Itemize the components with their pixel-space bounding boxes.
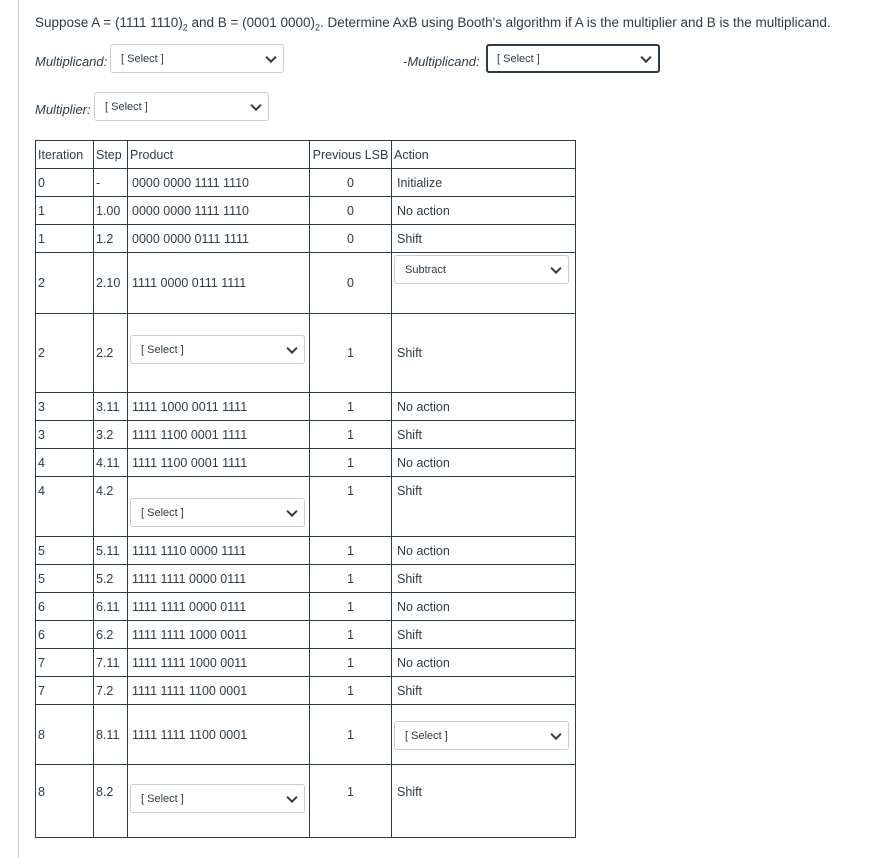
neg-multiplicand-label: -Multiplicand: (403, 54, 480, 69)
lsb-cell: 1 (310, 537, 392, 565)
iteration-cell: 7 (36, 677, 94, 705)
action-cell: No action (392, 537, 576, 565)
step-cell: 1.2 (94, 225, 128, 253)
action-cell: Shift (392, 314, 576, 393)
iteration-cell: 8 (36, 765, 94, 838)
action-cell: No action (392, 393, 576, 421)
action-cell: No action (392, 593, 576, 621)
action-cell: Shift (392, 421, 576, 449)
iteration-cell: 3 (36, 421, 94, 449)
lsb-cell: 1 (310, 565, 392, 593)
product-cell (128, 314, 310, 393)
step-cell: 7.11 (94, 649, 128, 677)
iteration-cell: 4 (36, 477, 94, 537)
product-cell: 1111 1000 0011 1111 (128, 393, 310, 421)
action-cell: Shift (392, 765, 576, 838)
product-cell: 0000 0000 0111 1111 (128, 225, 310, 253)
action-select-value: [ Select ] (405, 729, 448, 742)
action-select-value: Subtract (405, 263, 446, 276)
table-row (36, 477, 576, 537)
product-cell: 1111 1111 0000 0111 (128, 593, 310, 621)
step-cell: 6.2 (94, 621, 128, 649)
lsb-cell: 1 (310, 765, 392, 838)
table-row (36, 314, 576, 393)
lsb-cell: 0 (310, 253, 392, 314)
multiplicand-label: Multiplicand: (35, 54, 108, 69)
product-select-value: [ Select ] (141, 506, 184, 519)
table-row (36, 253, 576, 314)
chevron-down-icon (250, 99, 261, 110)
header-action: Action (392, 141, 576, 169)
product-cell: 0000 0000 1111 1110 (128, 169, 310, 197)
multiplicand-select-value: [ Select ] (121, 52, 164, 65)
table-row (36, 421, 576, 449)
table-row (36, 621, 576, 649)
iteration-cell: 6 (36, 621, 94, 649)
chevron-down-icon (265, 51, 276, 62)
table-row (36, 593, 576, 621)
table-row (36, 197, 576, 225)
lsb-cell: 1 (310, 649, 392, 677)
table-row (36, 169, 576, 197)
multiplicand-select[interactable] (110, 44, 284, 73)
action-cell: Shift (392, 621, 576, 649)
chevron-down-icon (640, 51, 651, 62)
action-cell: Shift (392, 677, 576, 705)
table-row (36, 225, 576, 253)
lsb-cell: 1 (310, 477, 392, 537)
step-cell: 6.11 (94, 593, 128, 621)
booth-table (35, 140, 576, 838)
step-cell: 4.2 (94, 477, 128, 537)
multiplier-label: Multiplier: (35, 102, 91, 117)
iteration-cell: 5 (36, 537, 94, 565)
step-cell: 4.11 (94, 449, 128, 477)
iteration-cell: 6 (36, 593, 94, 621)
product-cell: 1111 1111 1100 0001 (128, 705, 310, 765)
action-cell: No action (392, 449, 576, 477)
header-step: Step (94, 141, 128, 169)
iteration-cell: 4 (36, 449, 94, 477)
product-cell: 1111 1111 0000 0111 (128, 565, 310, 593)
header-previous-lsb: Previous LSB (310, 141, 392, 169)
product-cell: 0000 0000 1111 1110 (128, 197, 310, 225)
chevron-down-icon (286, 342, 297, 353)
question-text: Suppose A = (1111 $1110)_2$ and B = (0001 $0000)_2$. Determine AxB using Booth's algorithm if A is the multiplier and B is the multiplicand. (35, 15, 831, 33)
action-cell: Initialize (392, 169, 576, 197)
action-cell: No action (392, 197, 576, 225)
chevron-down-icon (286, 791, 297, 802)
action-select[interactable] (394, 721, 569, 750)
chevron-down-icon (550, 262, 561, 273)
lsb-cell: 1 (310, 593, 392, 621)
step-cell: 1.00 (94, 197, 128, 225)
product-cell: 1111 1111 1000 0011 (128, 621, 310, 649)
product-cell (128, 477, 310, 537)
iteration-cell: 0 (36, 169, 94, 197)
product-cell: 1111 1100 0001 1111 (128, 421, 310, 449)
iteration-cell: 3 (36, 393, 94, 421)
action-cell: Shift (392, 565, 576, 593)
step-cell: 7.2 (94, 677, 128, 705)
table-row (36, 537, 576, 565)
neg-multiplicand-select[interactable] (486, 44, 660, 73)
lsb-cell: 1 (310, 621, 392, 649)
iteration-cell: 1 (36, 225, 94, 253)
iteration-cell: 5 (36, 565, 94, 593)
table-row (36, 565, 576, 593)
chevron-down-icon (286, 505, 297, 516)
iteration-cell: 1 (36, 197, 94, 225)
step-cell: 5.11 (94, 537, 128, 565)
product-select[interactable] (130, 498, 305, 527)
action-cell (392, 253, 576, 314)
product-select-value: [ Select ] (141, 792, 184, 805)
lsb-cell: 0 (310, 197, 392, 225)
action-select[interactable] (394, 255, 569, 284)
step-cell: 3.11 (94, 393, 128, 421)
product-cell (128, 765, 310, 838)
iteration-cell: 2 (36, 253, 94, 314)
step-cell: 8.2 (94, 765, 128, 838)
action-cell (392, 705, 576, 765)
product-cell: 1111 1100 0001 1111 (128, 449, 310, 477)
action-cell: No action (392, 649, 576, 677)
table-header-row (36, 141, 576, 169)
lsb-cell: 1 (310, 393, 392, 421)
step-cell: 2.10 (94, 253, 128, 314)
product-cell: 1111 1111 1100 0001 (128, 677, 310, 705)
action-cell: Shift (392, 225, 576, 253)
action-cell: Shift (392, 477, 576, 537)
product-select-value: [ Select ] (141, 343, 184, 356)
lsb-cell: 0 (310, 169, 392, 197)
step-cell: 8.11 (94, 705, 128, 765)
table-row (36, 677, 576, 705)
iteration-cell: 7 (36, 649, 94, 677)
chevron-down-icon (550, 728, 561, 739)
lsb-cell: 0 (310, 225, 392, 253)
lsb-cell: 1 (310, 449, 392, 477)
lsb-cell: 1 (310, 314, 392, 393)
iteration-cell: 2 (36, 314, 94, 393)
product-select[interactable] (130, 784, 305, 813)
step-cell: - (94, 169, 128, 197)
header-iteration: Iteration (36, 141, 94, 169)
neg-multiplicand-select-value: [ Select ] (497, 52, 540, 65)
header-product: Product (128, 141, 310, 169)
step-cell: 3.2 (94, 421, 128, 449)
product-select[interactable] (130, 335, 305, 364)
table-row (36, 765, 576, 838)
table-row (36, 705, 576, 765)
lsb-cell: 1 (310, 677, 392, 705)
step-cell: 5.2 (94, 565, 128, 593)
multiplier-select[interactable] (94, 92, 269, 121)
lsb-cell: 1 (310, 421, 392, 449)
table-row (36, 449, 576, 477)
lsb-cell: 1 (310, 705, 392, 765)
iteration-cell: 8 (36, 705, 94, 765)
left-divider (18, 0, 19, 858)
table-row (36, 649, 576, 677)
product-cell: 1111 0000 0111 1111 (128, 253, 310, 314)
table-row (36, 393, 576, 421)
step-cell: 2.2 (94, 314, 128, 393)
product-cell: 1111 1111 1000 0011 (128, 649, 310, 677)
multiplier-select-value: [ Select ] (105, 100, 148, 113)
product-cell: 1111 1110 0000 1111 (128, 537, 310, 565)
